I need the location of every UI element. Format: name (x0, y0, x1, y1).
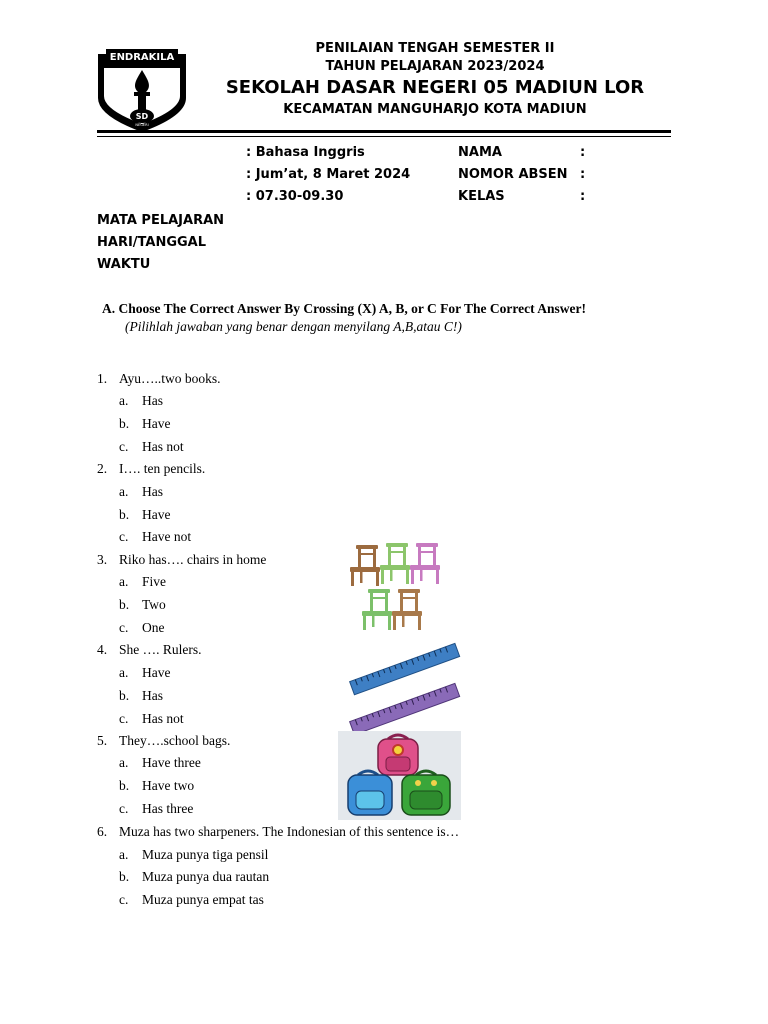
rulers-illustration (345, 640, 465, 735)
option-letter: c. (119, 529, 129, 544)
option-letter: b. (119, 869, 130, 884)
question-text: I…. ten pencils. (119, 461, 206, 476)
question-text: Ayu…..two books. (119, 371, 221, 386)
option-text: Have (142, 416, 171, 431)
question-number: 2. (97, 461, 108, 476)
header-divider-thin (97, 136, 671, 137)
absen-label: NOMOR ABSEN (458, 167, 568, 182)
date-label: HARI/TANGGAL (97, 235, 207, 250)
option-letter: a. (119, 393, 129, 408)
option-text: Have (142, 507, 171, 522)
chair-green-icon (362, 589, 392, 630)
bag-green-icon (402, 771, 450, 815)
question-number: 5. (97, 733, 108, 748)
option-text: Two (142, 597, 166, 612)
option-letter: a. (119, 847, 129, 862)
q5-option-c[interactable] (119, 801, 193, 817)
question-1 (97, 371, 221, 387)
name-label: NAMA (458, 145, 502, 160)
option-letter: a. (119, 574, 129, 589)
logo-badge-text: SD (135, 112, 149, 121)
option-text: Has (142, 688, 163, 703)
question-6 (97, 824, 459, 840)
question-number: 1. (97, 371, 108, 386)
q3-option-a[interactable] (119, 574, 166, 590)
class-label: KELAS (458, 189, 505, 204)
class-field-colon[interactable]: : (580, 189, 586, 204)
time-label: WAKTU (97, 257, 151, 272)
name-field-colon[interactable]: : (580, 145, 586, 160)
q6-option-c[interactable] (119, 892, 264, 908)
option-text: Muza punya empat tas (142, 892, 264, 907)
logo-small-text: NEGERI (135, 123, 149, 127)
q5-option-a[interactable] (119, 755, 201, 771)
school-name: SEKOLAH DASAR NEGERI 05 MADIUN LOR (225, 77, 645, 98)
chairs-illustration (348, 541, 462, 633)
q5-option-b[interactable] (119, 778, 194, 794)
q2-option-a[interactable] (119, 484, 163, 500)
option-text: Has not (142, 711, 184, 726)
question-text: Muza has two sharpeners. The Indonesian of this sentence is… (119, 824, 460, 839)
option-text: Muza punya dua rautan (142, 869, 270, 884)
question-4 (97, 642, 202, 658)
option-text: Have two (142, 778, 195, 793)
q4-option-a[interactable] (119, 665, 170, 681)
option-letter: c. (119, 620, 129, 635)
q3-option-b[interactable] (119, 597, 166, 613)
question-number: 6. (97, 824, 108, 839)
q1-option-a[interactable] (119, 393, 163, 409)
time-value: : 07.30-09.30 (246, 189, 344, 204)
chair-brown-icon (350, 545, 380, 586)
option-text: Have three (142, 755, 201, 770)
option-letter: b. (119, 688, 130, 703)
header-divider-thick (97, 130, 671, 133)
option-letter: c. (119, 439, 129, 454)
question-number: 3. (97, 552, 108, 567)
q6-option-b[interactable] (119, 869, 269, 885)
q1-option-b[interactable] (119, 416, 170, 432)
question-text: They….school bags. (119, 733, 231, 748)
question-text: Riko has…. chairs in home (119, 552, 267, 567)
section-instruction-translation: (Pilihlah jawaban yang benar dengan menyilang A,B,atau C!) (125, 319, 462, 334)
q4-option-c[interactable] (119, 711, 184, 727)
question-3 (97, 552, 266, 568)
q3-option-c[interactable] (119, 620, 165, 636)
chair-purple-icon (410, 543, 440, 584)
district-name: KECAMATAN MANGUHARJO KOTA MADIUN (283, 102, 587, 117)
question-2 (97, 461, 205, 477)
subject-label: MATA PELAJARAN (97, 213, 225, 228)
option-text: Have not (142, 529, 192, 544)
q4-option-b[interactable] (119, 688, 163, 704)
absen-field-colon[interactable]: : (580, 167, 586, 182)
exam-title: PENILAIAN TENGAH SEMESTER II (315, 41, 555, 56)
option-letter: b. (119, 597, 130, 612)
chair-green-icon (380, 543, 410, 584)
academic-year: TAHUN PELAJARAN 2023/2024 (325, 59, 545, 74)
chair-brown-icon (392, 589, 422, 630)
bag-pink-icon (378, 735, 418, 775)
q1-option-c[interactable] (119, 439, 184, 455)
logo-banner-text: ENDRAKILA (109, 52, 175, 63)
school-logo (94, 46, 190, 134)
option-text: Five (142, 574, 167, 589)
q2-option-c[interactable] (119, 529, 191, 545)
option-text: Has not (142, 439, 184, 454)
bag-blue-icon (348, 771, 392, 815)
option-letter: b. (119, 778, 130, 793)
option-letter: c. (119, 892, 129, 907)
date-value: : Jum’at, 8 Maret 2024 (246, 167, 411, 182)
option-letter: a. (119, 755, 129, 770)
option-letter: b. (119, 507, 130, 522)
option-text: Has three (142, 801, 194, 816)
option-letter: c. (119, 801, 129, 816)
option-letter: a. (119, 484, 129, 499)
q6-option-a[interactable] (119, 847, 268, 863)
question-number: 4. (97, 642, 108, 657)
option-text: Has (142, 393, 163, 408)
option-text: One (142, 620, 165, 635)
subject-value: : Bahasa Inggris (246, 145, 365, 160)
option-text: Have (142, 665, 171, 680)
option-letter: a. (119, 665, 129, 680)
option-text: Has (142, 484, 163, 499)
question-5 (97, 733, 230, 749)
q2-option-b[interactable] (119, 507, 170, 523)
option-letter: b. (119, 416, 130, 431)
option-letter: c. (119, 711, 129, 726)
question-text: She …. Rulers. (119, 642, 202, 657)
section-instruction: A. Choose The Correct Answer By Crossing (X) A, B, or C For The Correct Answer! (102, 301, 586, 316)
option-text: Muza punya tiga pensil (142, 847, 269, 862)
bags-illustration (338, 731, 461, 820)
